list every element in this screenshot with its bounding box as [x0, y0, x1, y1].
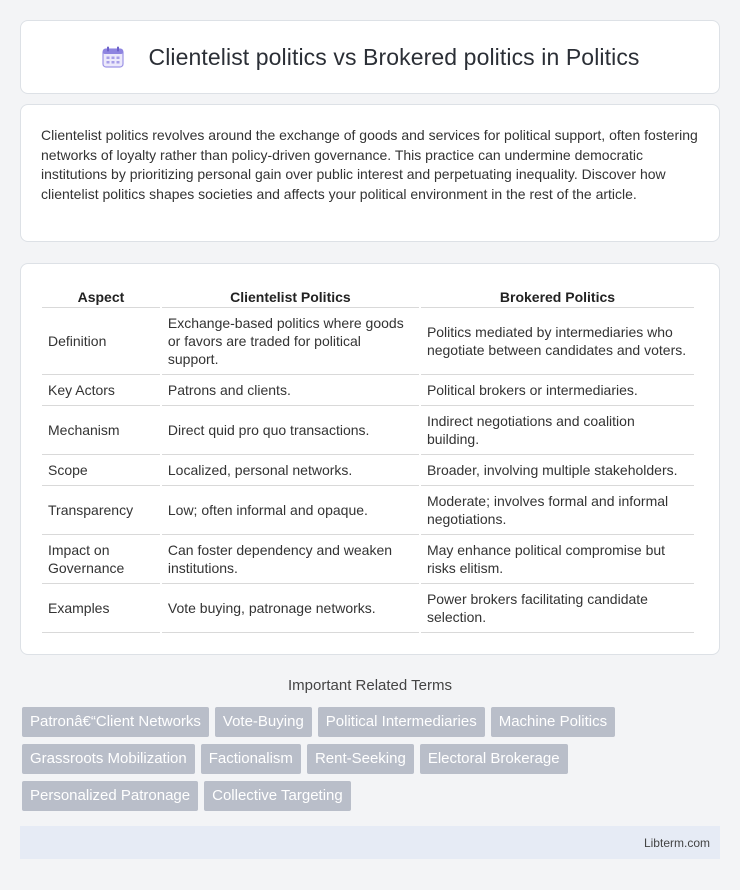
footer	[20, 826, 720, 859]
calendar-icon	[100, 44, 126, 70]
header-aspect: Aspect	[42, 284, 160, 308]
row-clientelist: Patrons and clients.	[162, 375, 419, 406]
header-clientelist: Clientelist Politics	[162, 284, 419, 308]
row-aspect: Key Actors	[42, 375, 160, 406]
related-term-tag[interactable]: Political Intermediaries	[318, 707, 485, 737]
related-term-tag[interactable]: Rent-Seeking	[307, 744, 414, 774]
table-row	[42, 584, 694, 633]
related-term-tag[interactable]: Grassroots Mobilization	[22, 744, 195, 774]
intro-text: Clientelist politics revolves around the exchange of goods and services for political support, often fostering networks of loyalty rather than policy-driven governance. This practice can undermine democratic institutions by prioritizing personal gain over public interest and perpetuating inequality. Discover how clientelist politics shapes societies and affects your political environment in the rest of the article.	[41, 127, 698, 202]
row-brokered: Broader, involving multiple stakeholders.	[421, 455, 694, 486]
row-clientelist: Direct quid pro quo transactions.	[162, 406, 419, 455]
table-header-row	[42, 284, 694, 308]
comparison-table-card	[20, 263, 720, 655]
related-term-tag[interactable]: Machine Politics	[491, 707, 615, 737]
row-clientelist: Vote buying, patronage networks.	[162, 584, 419, 633]
page-title: Clientelist politics vs Brokered politics in Politics	[148, 43, 640, 70]
related-term-tag[interactable]: Factionalism	[201, 744, 301, 774]
row-aspect: Mechanism	[42, 406, 160, 455]
row-clientelist: Exchange-based politics where goods or favors are traded for political support.	[162, 308, 419, 375]
row-aspect: Scope	[42, 455, 160, 486]
row-brokered: Power brokers facilitating candidate selection.	[421, 584, 694, 633]
row-clientelist: Can foster dependency and weaken institutions.	[162, 535, 419, 584]
table-row	[42, 308, 694, 375]
intro-card	[20, 104, 720, 242]
table-row	[42, 455, 694, 486]
row-brokered: May enhance political compromise but risks elitism.	[421, 535, 694, 584]
row-aspect: Examples	[42, 584, 160, 633]
table-row	[42, 486, 694, 535]
header-brokered: Brokered Politics	[421, 284, 694, 308]
row-brokered: Indirect negotiations and coalition building.	[421, 406, 694, 455]
row-brokered: Political brokers or intermediaries.	[421, 375, 694, 406]
related-term-tag[interactable]: Electoral Brokerage	[420, 744, 568, 774]
related-term-tag[interactable]: Vote-Buying	[215, 707, 312, 737]
related-terms-title: Important Related Terms	[288, 677, 452, 694]
related-term-tag[interactable]: Patronâ€“Client Networks	[22, 707, 209, 737]
row-brokered: Moderate; involves formal and informal negotiations.	[421, 486, 694, 535]
related-term-tag[interactable]: Collective Targeting	[204, 781, 351, 811]
footer-site-link[interactable]: Libterm.com	[643, 835, 710, 850]
related-terms-list	[22, 707, 722, 818]
related-term-tag[interactable]: Personalized Patronage	[22, 781, 198, 811]
row-aspect: Transparency	[42, 486, 160, 535]
table-row	[42, 375, 694, 406]
row-aspect: Impact on Governance	[42, 535, 160, 584]
title-card	[20, 20, 720, 94]
comparison-table	[40, 284, 696, 633]
table-row	[42, 535, 694, 584]
row-clientelist: Low; often informal and opaque.	[162, 486, 419, 535]
table-row	[42, 406, 694, 455]
row-aspect: Definition	[42, 308, 160, 375]
row-clientelist: Localized, personal networks.	[162, 455, 419, 486]
row-brokered: Politics mediated by intermediaries who negotiate between candidates and voters.	[421, 308, 694, 375]
